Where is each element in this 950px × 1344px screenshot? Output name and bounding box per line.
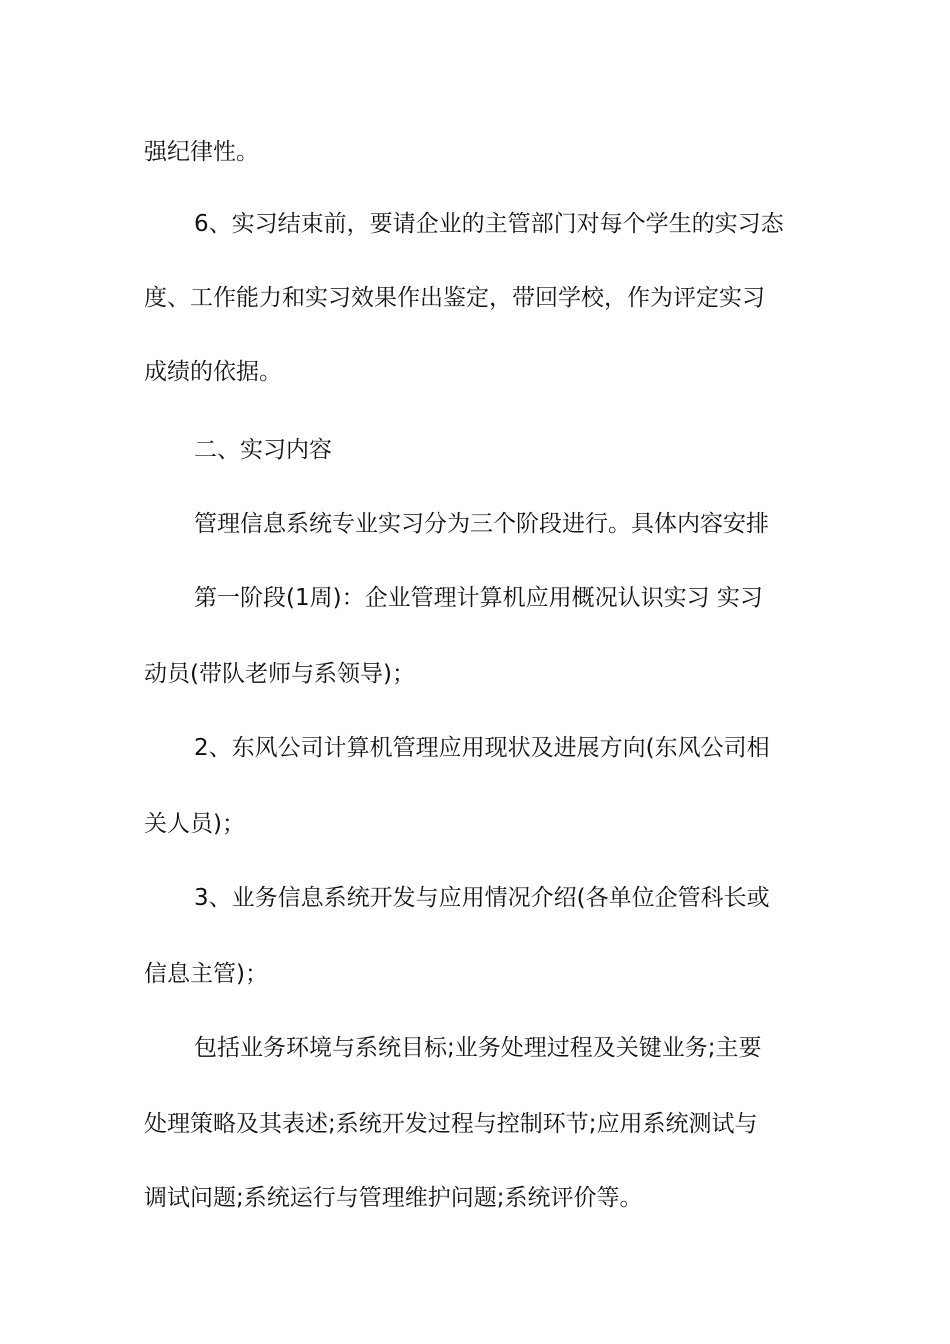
- text-line-three-stages: 管理信息系统专业实习分为三个阶段进行。具体内容安排: [194, 511, 769, 537]
- text-line-item3-start: 3、业务信息系统开发与应用情况介绍(各单位企管科长或: [194, 885, 770, 911]
- text-line-includes-end: 调试问题;系统运行与管理维护问题;系统评价等。: [144, 1185, 643, 1211]
- text-line-includes-start: 包括业务环境与系统目标;业务处理过程及关键业务;主要: [194, 1035, 762, 1061]
- text-line-item2-start: 2、东风公司计算机管理应用现状及进展方向(东风公司相: [194, 735, 770, 761]
- text-line-item3-end: 信息主管)；: [144, 961, 268, 987]
- text-line-stage1-start: 第一阶段(1周)：企业管理计算机应用概况认识实习 实习: [194, 585, 763, 611]
- text-line-includes-cont: 处理策略及其表述;系统开发过程与控制环节;应用系统测试与: [144, 1111, 758, 1137]
- text-line-discipline-end: 强纪律性。: [144, 139, 259, 165]
- text-line-item6-end: 成绩的依据。: [144, 359, 282, 385]
- text-line-item2-end: 关人员)；: [144, 811, 245, 837]
- text-line-stage1-end: 动员(带队老师与系领导)；: [144, 661, 415, 687]
- text-line-item6-start: 6、实习结束前，要请企业的主管部门对每个学生的实习态: [194, 211, 784, 237]
- section-heading-internship-content: 二、实习内容: [194, 437, 332, 463]
- text-line-item6-cont: 度、工作能力和实习效果作出鉴定，带回学校，作为评定实习: [144, 285, 765, 311]
